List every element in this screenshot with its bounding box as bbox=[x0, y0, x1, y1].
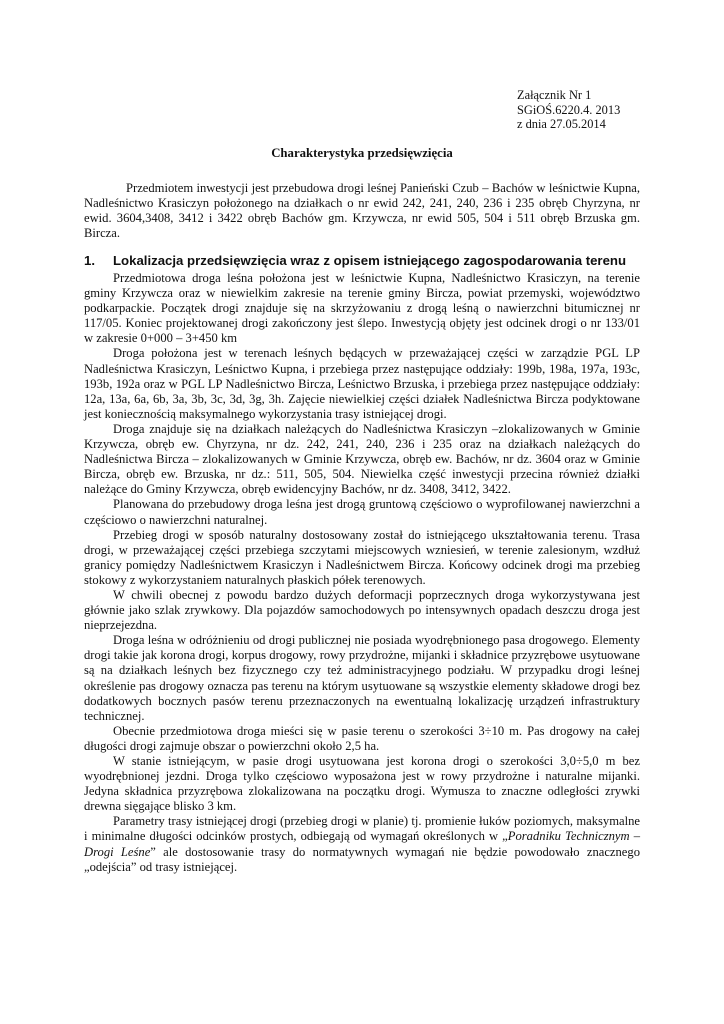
case-reference: SGiOŚ.6220.4. 2013 bbox=[517, 102, 621, 117]
intro-block bbox=[84, 181, 640, 241]
paragraph-existing-state: W stanie istniejącym, w pasie drogi usytuowana jest korona drogi o szerokości 3,0÷5,0 m bez wyodrębnionej jezdni. Droga tylko częściowo wyposażona jest w rowy przydrożne i naturalne mijanki. Jedyna składnica przyzrębowa zlokalizowana na początku drogi. Wymusza to znaczne odległości zrywki drewna sięgające blisko 3 km. bbox=[84, 754, 640, 814]
paragraph-plots: Droga znajduje się na działkach należących do Nadleśnictwa Krasiczyn –zlokalizowanych w Gminie Krzywcza, obręb ew. Chyrzyna, nr dz. 242, 241, 240, 236 i 235 oraz na działkach należących do Nadleśnictwa Bircza – zlokalizowanych w Gminie Krzywcza, obręb ew. Bachów, nr dz. 3604 oraz w Gminie Bircza, obręb ew. Brzuska, nr dz.: 511, 505, 504. Niewielka część inwestycji przecina również działki należące do Gminy Krzywcza, obręb ewidencyjny Bachów, nr dz. 3408, 3412, 3422. bbox=[84, 421, 640, 497]
document-title: Charakterystyka przedsięwzięcia bbox=[271, 146, 453, 160]
parameters-text-start: Parametry trasy istniejącej drogi (przebieg drogi w planie) tj. promienie łuków poziomych, maksymalne i minimalne długości odcinków prostych, odbiegają od wymagań określonych w „ bbox=[84, 814, 640, 844]
paragraph-parameters bbox=[84, 814, 640, 874]
attachment-date: z dnia 27.05.2014 bbox=[517, 117, 606, 132]
section-number: 1. bbox=[84, 253, 95, 268]
paragraph-route: Przebieg drogi w sposób naturalny dostosowany został do istniejącego ukształtowania terenu. Trasa drogi, w przeważającej części przebiega szczytami miejscowych wzniesień, w terenie zalesionym, wzdłuż granicy pomiędzy Nadleśnictwem Krasiczyn i Nadleśnictwem Bircza. Końcowy odcinek drogi ma przebieg stokowy z wykorzystaniem naturalnych płaskich półek terenowych. bbox=[84, 527, 640, 587]
section-1 bbox=[84, 253, 640, 875]
paragraph-location: Przedmiotowa droga leśna położona jest w leśnictwie Kupna, Nadleśnictwo Krasiczyn, na terenie gminy Krzywcza oraz w niewielkim zakresie na terenie gminy Bircza, powiat przemyski, województwo podkarpackie. Początek drogi znajduje się na skrzyżowaniu z drogą leśną o nawierzchni bitumicznej nr 117/05. Koniec projektowanej drogi zakończony jest ślepo. Inwestycją objęty jest odcinek drogi o nr 133/01 w zakresie 0+000 – 3+450 km bbox=[84, 271, 640, 346]
paragraph-condition: W chwili obecnej z powodu bardzo dużych deformacji poprzecznych droga wykorzystywana jest głównie jako szlak zrywkowy. Dla pojazdów samochodowych po intensywnych opadach deszczu droga jest nieprzejezdna. bbox=[84, 587, 640, 633]
parameters-text-end: ” ale dostosowanie trasy do normatywnych wymagań nie będzie powodowało znacznego „odejścia” od trasy istniejącej. bbox=[84, 844, 640, 874]
attachment-reference bbox=[517, 88, 707, 132]
paragraph-forest-units: Droga położona jest w terenach leśnych będących w przeważającej części w zarządzie PGL LP Nadleśnictwa Krasiczyn, Leśnictwo Kupna, i przebiega przez następujące oddziały: 199b, 198a, 197a, 193c, 193b, 192a oraz w PGL LP Nadleśnictwo Bircza, Leśnictwo Brzuska, i przebiega przez następujące oddziały: 12a, 13a, 6a, 6b, 3a, 3b, 3c, 3d, 3g, 3h. Zajęcie niewielkiej części działek Nadleśnictwa Bircza podyktowane jest koniecznością maksymalnego wykorzystania trasy istniejącej drogi. bbox=[84, 346, 640, 421]
section-heading-text: Lokalizacja przedsięwzięcia wraz z opisem istniejącego zagospodarowania terenu bbox=[113, 253, 627, 268]
attachment-number: Załącznik Nr 1 bbox=[517, 88, 592, 102]
paragraph-surface: Planowana do przebudowy droga leśna jest drogą gruntową częściowo o wyprofilowanej nawierzchni a częściowo o nawierzchni naturalnej. bbox=[84, 497, 640, 527]
section-heading bbox=[84, 253, 640, 269]
paragraph-road-lane: Droga leśna w odróżnieniu od drogi publicznej nie posiada wyodrębnionego pasa drogowego. Elementy drogi takie jak korona drogi, korpus drogowy, rowy przydrożne, mijanki i składnice przyzrębowe usytuowane są na działkach leśnych bez fizycznego czy też administracyjnego podziału. W przypadku drogi leśnej określenie pas drogowy oznacza pas terenu na którym usytuowane są wszystkie elementy składowe drogi bez dodatkowych bocznych pasów terenu przeznaczonych na ewentualną lokalizację urządzeń infrastruktury technicznej. bbox=[84, 633, 640, 723]
guide-title: Poradniku Technicznym – Drogi Leśne bbox=[84, 829, 640, 859]
paragraph-width: Obecnie przedmiotowa droga mieści się w pasie terenu o szerokości 3÷10 m. Pas drogowy na całej długości drogi zajmuje obszar o powierzchni około 2,5 ha. bbox=[84, 723, 640, 753]
intro-paragraph: Przedmiotem inwestycji jest przebudowa drogi leśnej Panieński Czub – Bachów w leśnictwie Kupna, Nadleśnictwo Krasiczyn położonego na działkach o nr ewid 242, 241, 240, 236 i 235 obręb Chyrzyna, nr ewid. 3604,3408, 3412 i 3422 obręb Bachów gm. Krzywcza, nr ewid 505, 504 i 511 obręb Brzuska gm. Bircza. bbox=[84, 181, 640, 241]
